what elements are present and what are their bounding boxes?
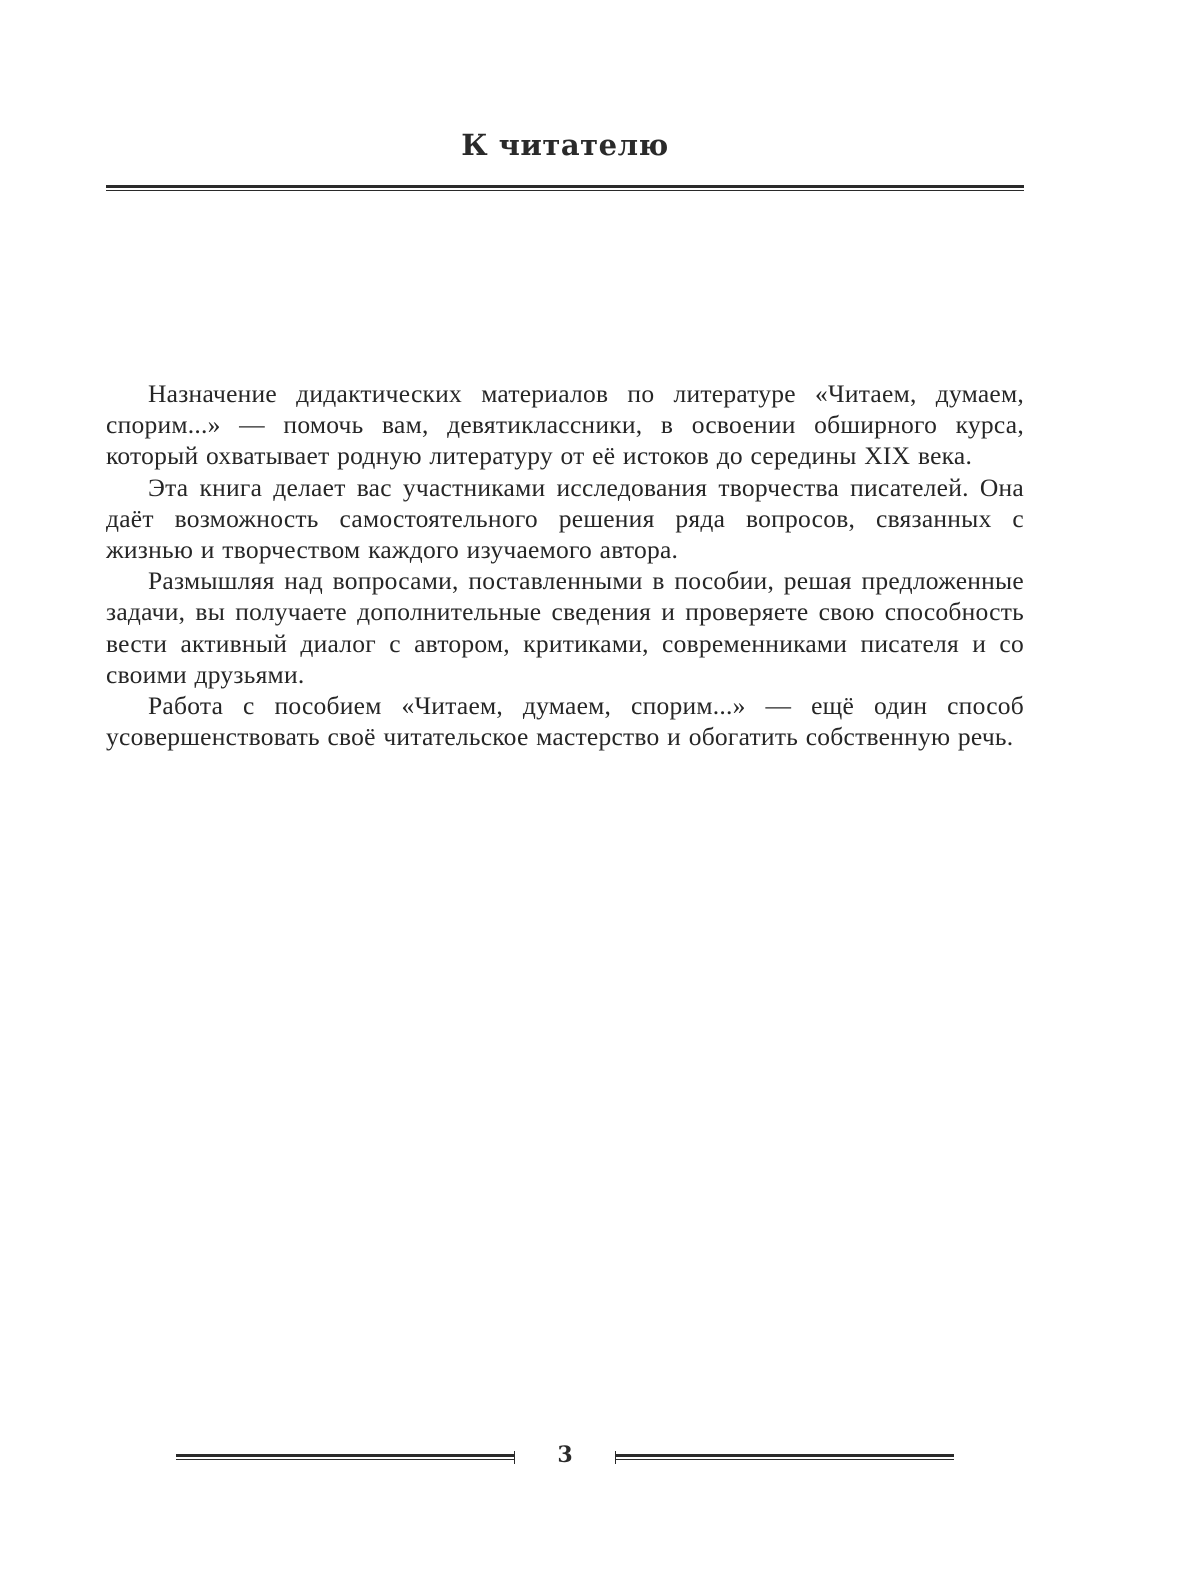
paragraph-4: Работа с пособием «Читаем, думаем, спорим...» — ещё один способ усовершенствовать своё читательское мастерство и обогатить собственную речь. [106, 691, 1024, 752]
paragraph-1: Назначение дидактических материалов по литературе «Читаем, думаем, спорим...» — помочь вам, девятиклассники, в освоении обширного курса, который охватывает родную литературу от её истоков до середины XIX века. [106, 379, 1024, 471]
paragraph-2: Эта книга делает вас участниками исследования творчества писателей. Она даёт возможность самостоятельного решения ряда вопросов, связанных с жизнью и творчеством каждого изучаемого автора. [106, 472, 1024, 565]
body-text [106, 378, 1024, 752]
heading-rule-thick [106, 185, 1024, 188]
footer-rule-right [616, 1454, 954, 1461]
page-number: 3 [557, 1442, 573, 1468]
page-footer [176, 1440, 954, 1476]
paragraph-3: Размышляя над вопросами, поставленными в пособии, решая предложенные задачи, вы получаете дополнительные сведения и проверяете свою способность вести активный диалог с автором, критиками, современниками писателя и со своими друзьями. [106, 566, 1024, 689]
page-heading: К читателю [461, 128, 669, 162]
heading-rule-thin [106, 190, 1024, 191]
heading-double-rule [106, 185, 1024, 192]
footer-rule-left [176, 1454, 514, 1461]
